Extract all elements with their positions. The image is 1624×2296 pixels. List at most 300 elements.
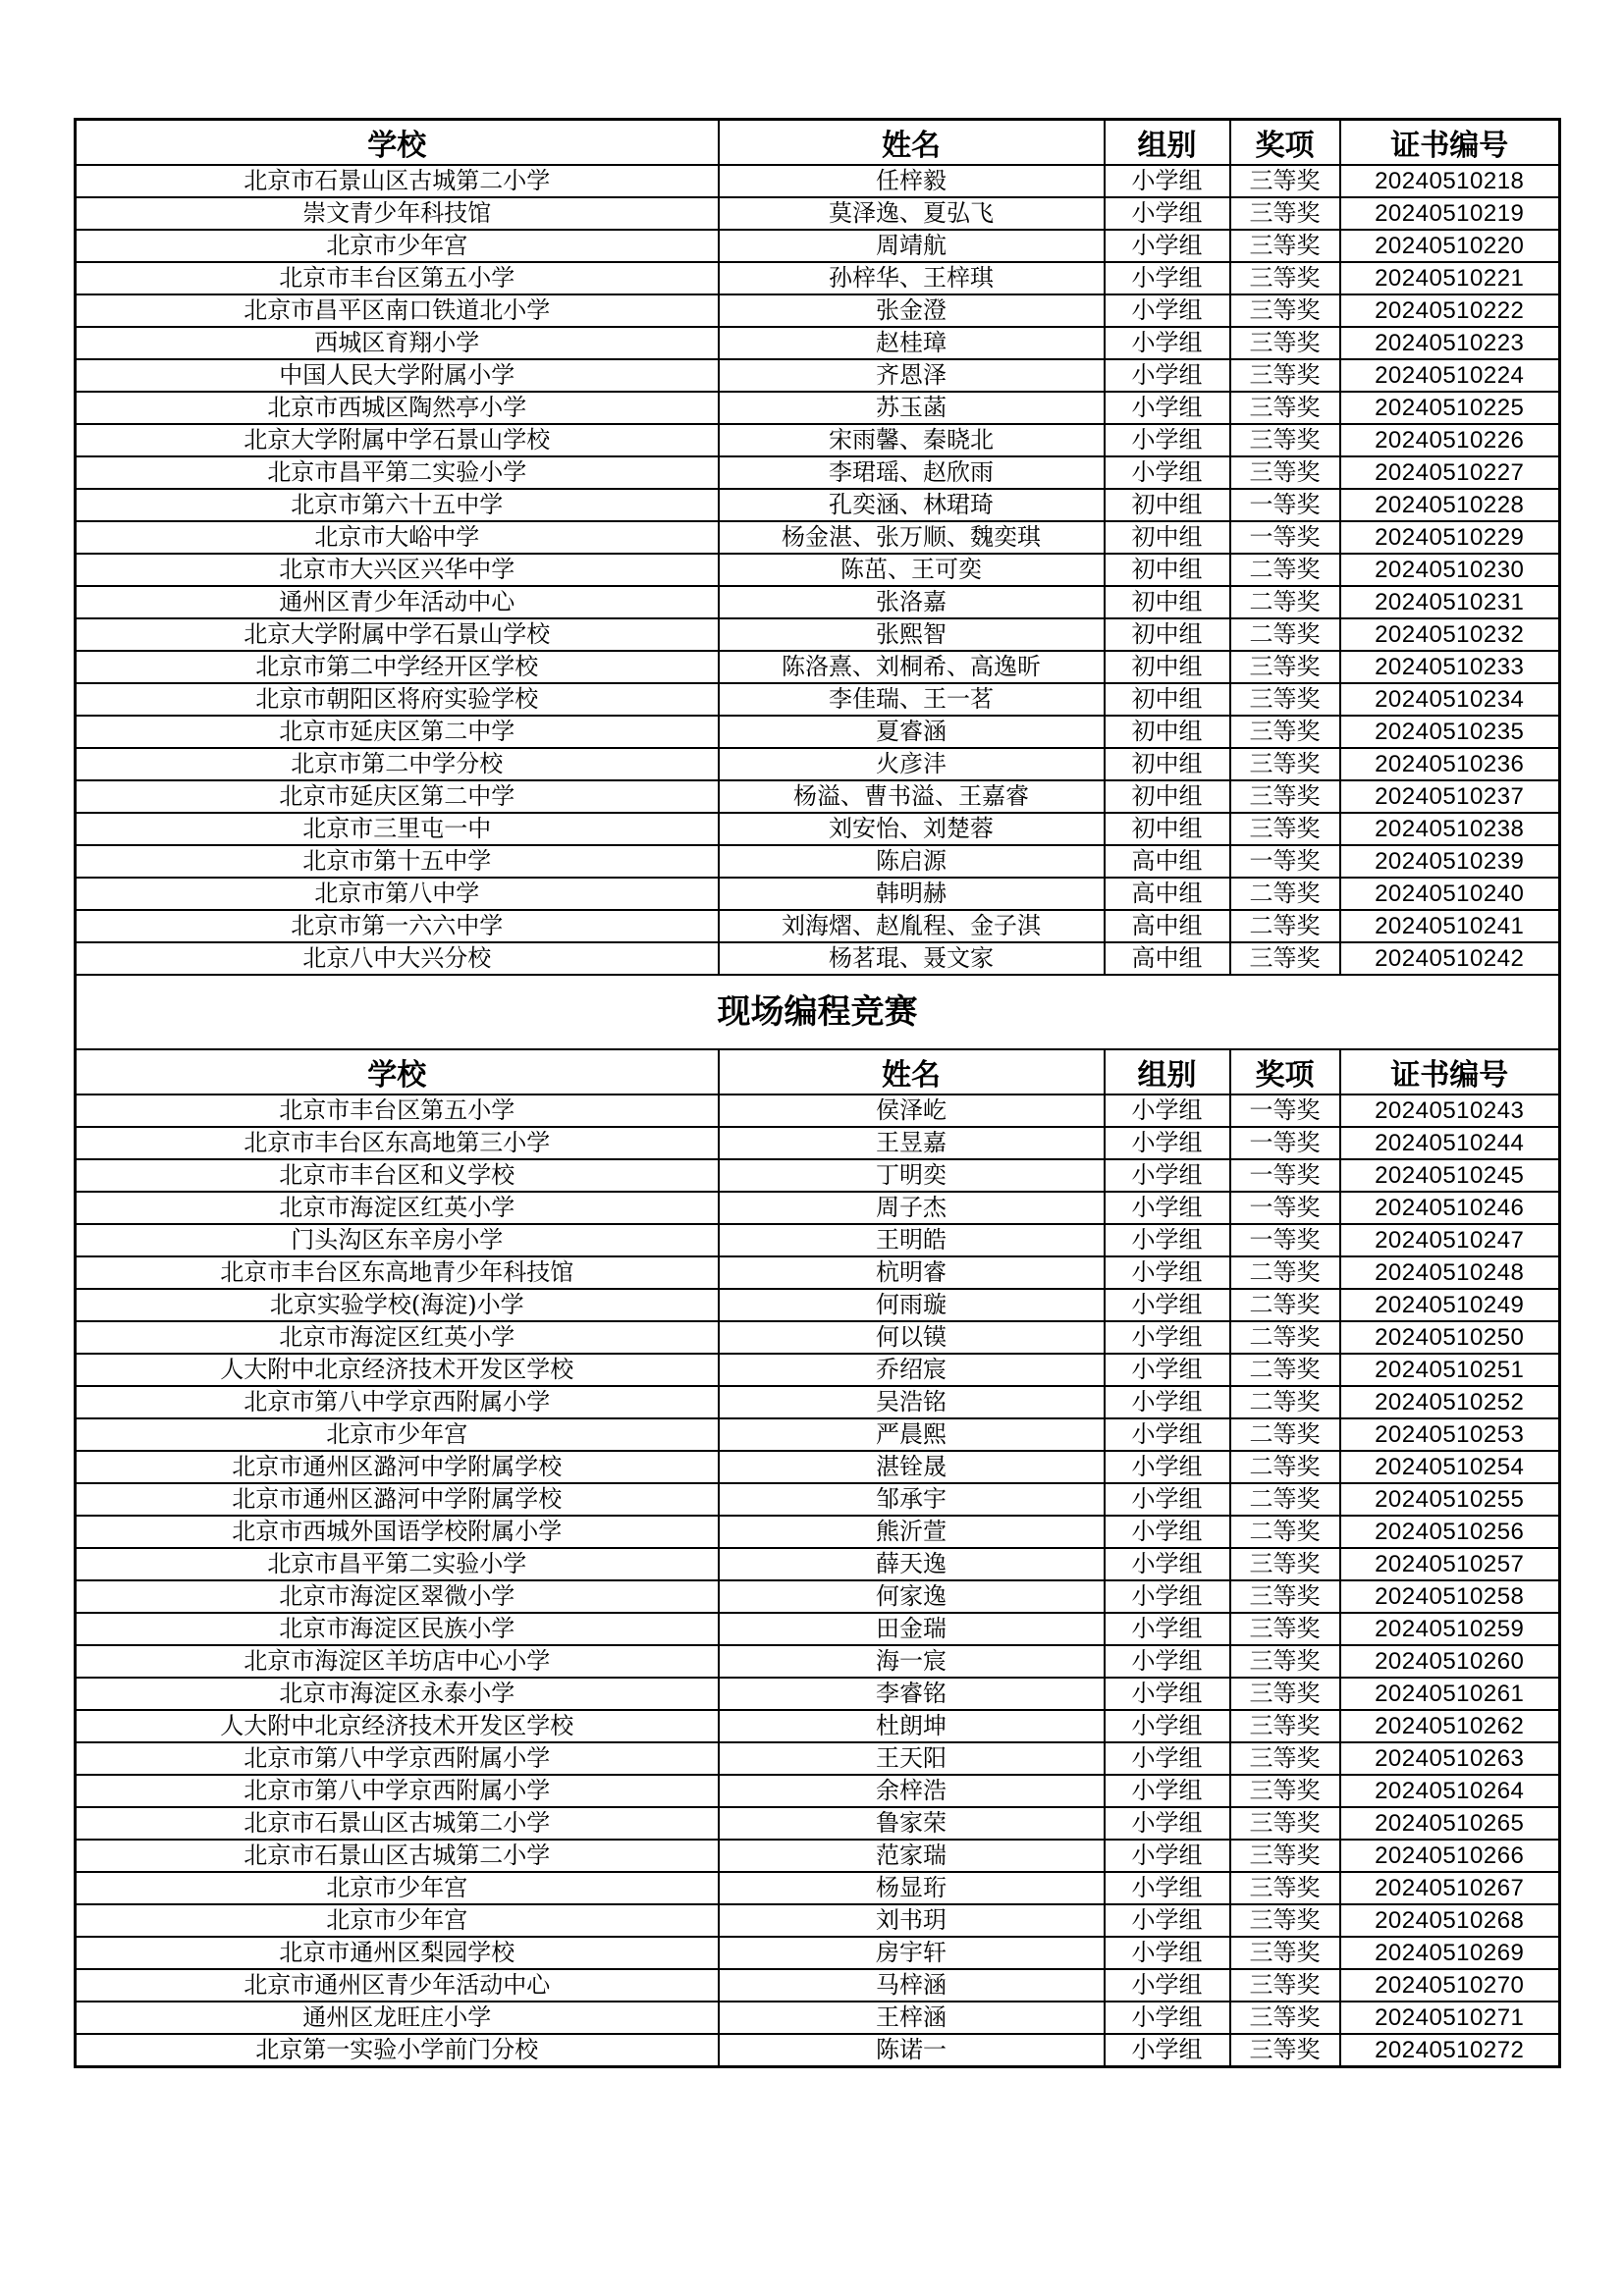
cell-award: 三等奖 <box>1230 1969 1340 2002</box>
cell-award: 三等奖 <box>1230 424 1340 456</box>
cell-school: 北京市昌平第二实验小学 <box>76 1548 719 1580</box>
cell-certificate-number: 20240510244 <box>1340 1127 1560 1159</box>
cell-name: 张熙智 <box>719 618 1105 651</box>
cell-certificate-number: 20240510238 <box>1340 813 1560 845</box>
cell-group: 小学组 <box>1105 1386 1230 1418</box>
cell-name: 王天阳 <box>719 1742 1105 1775</box>
header-group: 组别 <box>1105 120 1230 166</box>
cell-name: 陈启源 <box>719 845 1105 878</box>
cell-name: 陈诺一 <box>719 2034 1105 2067</box>
cell-certificate-number: 20240510222 <box>1340 294 1560 327</box>
header-school: 学校 <box>76 1049 719 1095</box>
cell-award: 一等奖 <box>1230 1095 1340 1127</box>
cell-group: 初中组 <box>1105 586 1230 618</box>
cell-group: 小学组 <box>1105 1775 1230 1807</box>
table-row <box>76 878 1560 910</box>
award-table <box>74 118 1561 2068</box>
cell-certificate-number: 20240510219 <box>1340 197 1560 230</box>
table-row <box>76 942 1560 975</box>
cell-award: 三等奖 <box>1230 813 1340 845</box>
cell-award: 二等奖 <box>1230 554 1340 586</box>
table-row <box>76 1159 1560 1192</box>
cell-certificate-number: 20240510226 <box>1340 424 1560 456</box>
cell-certificate-number: 20240510267 <box>1340 1872 1560 1904</box>
cell-school: 北京市西城外国语学校附属小学 <box>76 1516 719 1548</box>
section-title-row <box>76 975 1560 1049</box>
cell-school: 北京市石景山区古城第二小学 <box>76 1807 719 1840</box>
cell-award: 二等奖 <box>1230 1354 1340 1386</box>
cell-certificate-number: 20240510252 <box>1340 1386 1560 1418</box>
cell-name: 韩明赫 <box>719 878 1105 910</box>
cell-award: 三等奖 <box>1230 1678 1340 1710</box>
cell-school: 北京市丰台区第五小学 <box>76 262 719 294</box>
cell-group: 高中组 <box>1105 878 1230 910</box>
cell-school: 北京市第二中学经开区学校 <box>76 651 719 683</box>
cell-certificate-number: 20240510262 <box>1340 1710 1560 1742</box>
cell-group: 初中组 <box>1105 683 1230 716</box>
cell-name: 乔绍宸 <box>719 1354 1105 1386</box>
cell-school: 北京市大兴区兴华中学 <box>76 554 719 586</box>
cell-award: 一等奖 <box>1230 1159 1340 1192</box>
table-row <box>76 1969 1560 2002</box>
cell-award: 二等奖 <box>1230 1516 1340 1548</box>
cell-certificate-number: 20240510270 <box>1340 1969 1560 2002</box>
cell-school: 北京市第一六六中学 <box>76 910 719 942</box>
cell-certificate-number: 20240510235 <box>1340 716 1560 748</box>
cell-certificate-number: 20240510257 <box>1340 1548 1560 1580</box>
cell-award: 三等奖 <box>1230 780 1340 813</box>
cell-award: 三等奖 <box>1230 392 1340 424</box>
cell-school: 人大附中北京经济技术开发区学校 <box>76 1354 719 1386</box>
cell-name: 陈洛熹、刘桐希、高逸昕 <box>719 651 1105 683</box>
cell-certificate-number: 20240510259 <box>1340 1613 1560 1645</box>
cell-group: 小学组 <box>1105 1872 1230 1904</box>
cell-name: 鲁家荣 <box>719 1807 1105 1840</box>
cell-group: 初中组 <box>1105 813 1230 845</box>
cell-name: 王明皓 <box>719 1224 1105 1256</box>
cell-name: 杨金湛、张万顺、魏奕琪 <box>719 521 1105 554</box>
cell-school: 北京大学附属中学石景山学校 <box>76 618 719 651</box>
cell-school: 北京市丰台区第五小学 <box>76 1095 719 1127</box>
cell-group: 小学组 <box>1105 1937 1230 1969</box>
cell-award: 三等奖 <box>1230 1937 1340 1969</box>
cell-name: 湛铨晟 <box>719 1451 1105 1483</box>
cell-name: 房宇轩 <box>719 1937 1105 1969</box>
cell-certificate-number: 20240510256 <box>1340 1516 1560 1548</box>
cell-group: 小学组 <box>1105 1580 1230 1613</box>
table-row <box>76 1548 1560 1580</box>
cell-name: 夏睿涵 <box>719 716 1105 748</box>
cell-group: 小学组 <box>1105 1904 1230 1937</box>
cell-award: 三等奖 <box>1230 2002 1340 2034</box>
header-name: 姓名 <box>719 1049 1105 1095</box>
table-row <box>76 683 1560 716</box>
cell-certificate-number: 20240510268 <box>1340 1904 1560 1937</box>
cell-award: 三等奖 <box>1230 456 1340 489</box>
cell-school: 北京市第十五中学 <box>76 845 719 878</box>
cell-name: 丁明奕 <box>719 1159 1105 1192</box>
cell-certificate-number: 20240510249 <box>1340 1289 1560 1321</box>
cell-school: 西城区育翔小学 <box>76 327 719 359</box>
cell-certificate-number: 20240510221 <box>1340 262 1560 294</box>
cell-group: 小学组 <box>1105 1613 1230 1645</box>
table-row <box>76 456 1560 489</box>
cell-name: 马梓涵 <box>719 1969 1105 2002</box>
cell-certificate-number: 20240510231 <box>1340 586 1560 618</box>
cell-school: 北京市第二中学分校 <box>76 748 719 780</box>
cell-award: 三等奖 <box>1230 942 1340 975</box>
cell-award: 二等奖 <box>1230 910 1340 942</box>
cell-name: 莫泽逸、夏弘飞 <box>719 197 1105 230</box>
cell-group: 小学组 <box>1105 1548 1230 1580</box>
cell-school: 北京市海淀区红英小学 <box>76 1192 719 1224</box>
cell-certificate-number: 20240510261 <box>1340 1678 1560 1710</box>
cell-certificate-number: 20240510247 <box>1340 1224 1560 1256</box>
cell-award: 三等奖 <box>1230 2034 1340 2067</box>
table-row <box>76 1192 1560 1224</box>
cell-school: 北京市丰台区东高地第三小学 <box>76 1127 719 1159</box>
cell-school: 北京第一实验小学前门分校 <box>76 2034 719 2067</box>
table-row <box>76 1095 1560 1127</box>
table-row <box>76 586 1560 618</box>
cell-school: 人大附中北京经济技术开发区学校 <box>76 1710 719 1742</box>
cell-name: 熊沂萱 <box>719 1516 1105 1548</box>
table-row <box>76 489 1560 521</box>
cell-name: 宋雨馨、秦晓北 <box>719 424 1105 456</box>
cell-name: 范家瑞 <box>719 1840 1105 1872</box>
cell-group: 小学组 <box>1105 230 1230 262</box>
table-row <box>76 262 1560 294</box>
cell-certificate-number: 20240510234 <box>1340 683 1560 716</box>
cell-name: 齐恩泽 <box>719 359 1105 392</box>
table-row <box>76 392 1560 424</box>
cell-group: 小学组 <box>1105 165 1230 197</box>
cell-school: 北京市海淀区红英小学 <box>76 1321 719 1354</box>
table-row <box>76 294 1560 327</box>
cell-award: 一等奖 <box>1230 1127 1340 1159</box>
table-row <box>76 2002 1560 2034</box>
cell-group: 小学组 <box>1105 1451 1230 1483</box>
cell-name: 火彦沣 <box>719 748 1105 780</box>
table-row <box>76 1483 1560 1516</box>
table-row <box>76 780 1560 813</box>
header-award: 奖项 <box>1230 120 1340 166</box>
cell-certificate-number: 20240510272 <box>1340 2034 1560 2067</box>
table-row <box>76 1224 1560 1256</box>
cell-award: 三等奖 <box>1230 165 1340 197</box>
cell-group: 小学组 <box>1105 1127 1230 1159</box>
table-row <box>76 1289 1560 1321</box>
cell-certificate-number: 20240510220 <box>1340 230 1560 262</box>
table-row <box>76 1516 1560 1548</box>
cell-group: 初中组 <box>1105 716 1230 748</box>
cell-group: 小学组 <box>1105 1224 1230 1256</box>
cell-award: 二等奖 <box>1230 1451 1340 1483</box>
cell-award: 一等奖 <box>1230 521 1340 554</box>
cell-certificate-number: 20240510251 <box>1340 1354 1560 1386</box>
table-row <box>76 1321 1560 1354</box>
cell-certificate-number: 20240510248 <box>1340 1256 1560 1289</box>
cell-name: 刘海熠、赵胤程、金子淇 <box>719 910 1105 942</box>
cell-certificate-number: 20240510241 <box>1340 910 1560 942</box>
table-row <box>76 1710 1560 1742</box>
table-row <box>76 651 1560 683</box>
cell-group: 小学组 <box>1105 262 1230 294</box>
table-row <box>76 327 1560 359</box>
cell-award: 二等奖 <box>1230 618 1340 651</box>
table-row <box>76 359 1560 392</box>
cell-group: 小学组 <box>1105 1969 1230 2002</box>
table-row <box>76 230 1560 262</box>
header-group: 组别 <box>1105 1049 1230 1095</box>
cell-group: 小学组 <box>1105 1516 1230 1548</box>
cell-school: 北京市三里屯一中 <box>76 813 719 845</box>
cell-group: 小学组 <box>1105 1710 1230 1742</box>
cell-award: 三等奖 <box>1230 294 1340 327</box>
cell-name: 张洛嘉 <box>719 586 1105 618</box>
cell-group: 小学组 <box>1105 1840 1230 1872</box>
table-row <box>76 1645 1560 1678</box>
cell-school: 北京八中大兴分校 <box>76 942 719 975</box>
cell-name: 李珺瑶、赵欣雨 <box>719 456 1105 489</box>
cell-school: 北京大学附属中学石景山学校 <box>76 424 719 456</box>
cell-name: 严晨熙 <box>719 1418 1105 1451</box>
cell-certificate-number: 20240510255 <box>1340 1483 1560 1516</box>
cell-award: 三等奖 <box>1230 1807 1340 1840</box>
cell-group: 小学组 <box>1105 1807 1230 1840</box>
cell-certificate-number: 20240510246 <box>1340 1192 1560 1224</box>
cell-school: 通州区龙旺庄小学 <box>76 2002 719 2034</box>
cell-name: 王梓涵 <box>719 2002 1105 2034</box>
table-row <box>76 1256 1560 1289</box>
cell-name: 孙梓华、王梓琪 <box>719 262 1105 294</box>
table-row <box>76 1418 1560 1451</box>
cell-group: 小学组 <box>1105 359 1230 392</box>
cell-certificate-number: 20240510232 <box>1340 618 1560 651</box>
cell-name: 杜朗坤 <box>719 1710 1105 1742</box>
cell-school: 北京实验学校(海淀)小学 <box>76 1289 719 1321</box>
cell-group: 小学组 <box>1105 1159 1230 1192</box>
cell-certificate-number: 20240510266 <box>1340 1840 1560 1872</box>
cell-school: 北京市丰台区和义学校 <box>76 1159 719 1192</box>
cell-group: 小学组 <box>1105 1742 1230 1775</box>
cell-group: 小学组 <box>1105 1321 1230 1354</box>
cell-certificate-number: 20240510237 <box>1340 780 1560 813</box>
cell-certificate-number: 20240510223 <box>1340 327 1560 359</box>
cell-award: 三等奖 <box>1230 197 1340 230</box>
cell-award: 二等奖 <box>1230 586 1340 618</box>
cell-group: 小学组 <box>1105 1645 1230 1678</box>
cell-school: 门头沟区东辛房小学 <box>76 1224 719 1256</box>
cell-school: 北京市通州区梨园学校 <box>76 1937 719 1969</box>
header-school: 学校 <box>76 120 719 166</box>
cell-name: 吴浩铭 <box>719 1386 1105 1418</box>
cell-school: 北京市少年宫 <box>76 1872 719 1904</box>
award-table-body <box>76 120 1560 2067</box>
cell-name: 邹承宇 <box>719 1483 1105 1516</box>
cell-school: 北京市海淀区翠微小学 <box>76 1580 719 1613</box>
cell-award: 三等奖 <box>1230 1840 1340 1872</box>
cell-group: 小学组 <box>1105 1256 1230 1289</box>
cell-group: 初中组 <box>1105 521 1230 554</box>
table-row <box>76 1386 1560 1418</box>
cell-group: 高中组 <box>1105 845 1230 878</box>
cell-name: 何以镆 <box>719 1321 1105 1354</box>
cell-group: 小学组 <box>1105 1354 1230 1386</box>
cell-certificate-number: 20240510218 <box>1340 165 1560 197</box>
cell-group: 小学组 <box>1105 392 1230 424</box>
cell-award: 二等奖 <box>1230 1256 1340 1289</box>
cell-certificate-number: 20240510263 <box>1340 1742 1560 1775</box>
cell-school: 北京市海淀区羊坊店中心小学 <box>76 1645 719 1678</box>
cell-award: 三等奖 <box>1230 1645 1340 1678</box>
cell-group: 小学组 <box>1105 327 1230 359</box>
table-row <box>76 1613 1560 1645</box>
cell-name: 薛天逸 <box>719 1548 1105 1580</box>
cell-group: 高中组 <box>1105 942 1230 975</box>
table-row <box>76 748 1560 780</box>
cell-name: 赵桂璋 <box>719 327 1105 359</box>
cell-group: 小学组 <box>1105 2034 1230 2067</box>
cell-certificate-number: 20240510240 <box>1340 878 1560 910</box>
cell-name: 张金澄 <box>719 294 1105 327</box>
section-title: 现场编程竞赛 <box>76 975 1560 1049</box>
cell-name: 王昱嘉 <box>719 1127 1105 1159</box>
cell-award: 三等奖 <box>1230 1580 1340 1613</box>
table-row <box>76 1354 1560 1386</box>
cell-name: 余梓浩 <box>719 1775 1105 1807</box>
cell-school: 北京市昌平第二实验小学 <box>76 456 719 489</box>
cell-name: 周子杰 <box>719 1192 1105 1224</box>
cell-group: 小学组 <box>1105 1418 1230 1451</box>
cell-name: 周靖航 <box>719 230 1105 262</box>
table-row <box>76 1840 1560 1872</box>
cell-certificate-number: 20240510265 <box>1340 1807 1560 1840</box>
cell-school: 北京市少年宫 <box>76 230 719 262</box>
table-row <box>76 554 1560 586</box>
table-row <box>76 1904 1560 1937</box>
cell-school: 北京市延庆区第二中学 <box>76 780 719 813</box>
cell-award: 三等奖 <box>1230 1742 1340 1775</box>
cell-name: 刘安怡、刘楚蓉 <box>719 813 1105 845</box>
cell-award: 二等奖 <box>1230 1321 1340 1354</box>
header-name: 姓名 <box>719 120 1105 166</box>
cell-group: 高中组 <box>1105 910 1230 942</box>
table-row <box>76 618 1560 651</box>
cell-name: 陈茁、王可奕 <box>719 554 1105 586</box>
table-row <box>76 197 1560 230</box>
cell-award: 二等奖 <box>1230 1289 1340 1321</box>
cell-certificate-number: 20240510225 <box>1340 392 1560 424</box>
cell-award: 三等奖 <box>1230 651 1340 683</box>
cell-group: 初中组 <box>1105 554 1230 586</box>
cell-award: 一等奖 <box>1230 1192 1340 1224</box>
cell-certificate-number: 20240510233 <box>1340 651 1560 683</box>
cell-certificate-number: 20240510229 <box>1340 521 1560 554</box>
table-row <box>76 1580 1560 1613</box>
cell-certificate-number: 20240510271 <box>1340 2002 1560 2034</box>
cell-certificate-number: 20240510242 <box>1340 942 1560 975</box>
cell-group: 小学组 <box>1105 424 1230 456</box>
cell-award: 二等奖 <box>1230 878 1340 910</box>
cell-group: 小学组 <box>1105 2002 1230 2034</box>
cell-certificate-number: 20240510230 <box>1340 554 1560 586</box>
award-list-sheet <box>74 118 1558 2068</box>
cell-school: 北京市石景山区古城第二小学 <box>76 165 719 197</box>
cell-name: 李睿铭 <box>719 1678 1105 1710</box>
cell-name: 苏玉菡 <box>719 392 1105 424</box>
table-row <box>76 1678 1560 1710</box>
table-row <box>76 1775 1560 1807</box>
cell-school: 北京市朝阳区将府实验学校 <box>76 683 719 716</box>
table-row <box>76 716 1560 748</box>
cell-award: 三等奖 <box>1230 1710 1340 1742</box>
cell-school: 北京市海淀区永泰小学 <box>76 1678 719 1710</box>
cell-certificate-number: 20240510239 <box>1340 845 1560 878</box>
cell-name: 杭明睿 <box>719 1256 1105 1289</box>
cell-award: 三等奖 <box>1230 327 1340 359</box>
cell-award: 三等奖 <box>1230 262 1340 294</box>
cell-school: 崇文青少年科技馆 <box>76 197 719 230</box>
cell-certificate-number: 20240510260 <box>1340 1645 1560 1678</box>
header-award: 奖项 <box>1230 1049 1340 1095</box>
cell-school: 北京市通州区潞河中学附属学校 <box>76 1451 719 1483</box>
cell-school: 北京市第八中学京西附属小学 <box>76 1775 719 1807</box>
table-row <box>76 845 1560 878</box>
cell-school: 北京市第六十五中学 <box>76 489 719 521</box>
cell-group: 小学组 <box>1105 1289 1230 1321</box>
table-row <box>76 1127 1560 1159</box>
table-row <box>76 1742 1560 1775</box>
cell-certificate-number: 20240510227 <box>1340 456 1560 489</box>
cell-certificate-number: 20240510245 <box>1340 1159 1560 1192</box>
cell-name: 杨显珩 <box>719 1872 1105 1904</box>
cell-group: 小学组 <box>1105 456 1230 489</box>
cell-certificate-number: 20240510258 <box>1340 1580 1560 1613</box>
cell-certificate-number: 20240510243 <box>1340 1095 1560 1127</box>
cell-group: 初中组 <box>1105 618 1230 651</box>
table-row <box>76 424 1560 456</box>
cell-school: 北京市延庆区第二中学 <box>76 716 719 748</box>
cell-certificate-number: 20240510264 <box>1340 1775 1560 1807</box>
cell-school: 北京市第八中学 <box>76 878 719 910</box>
cell-group: 初中组 <box>1105 651 1230 683</box>
cell-school: 通州区青少年活动中心 <box>76 586 719 618</box>
table-row <box>76 910 1560 942</box>
cell-name: 孔奕涵、林珺琦 <box>719 489 1105 521</box>
cell-school: 北京市通州区青少年活动中心 <box>76 1969 719 2002</box>
cell-award: 一等奖 <box>1230 1224 1340 1256</box>
cell-school: 北京市西城区陶然亭小学 <box>76 392 719 424</box>
cell-certificate-number: 20240510269 <box>1340 1937 1560 1969</box>
cell-award: 三等奖 <box>1230 1775 1340 1807</box>
cell-award: 三等奖 <box>1230 1904 1340 1937</box>
cell-award: 三等奖 <box>1230 1872 1340 1904</box>
table-row <box>76 165 1560 197</box>
table-row <box>76 1872 1560 1904</box>
cell-award: 三等奖 <box>1230 230 1340 262</box>
cell-group: 小学组 <box>1105 1678 1230 1710</box>
table-row <box>76 813 1560 845</box>
cell-award: 一等奖 <box>1230 845 1340 878</box>
cell-award: 三等奖 <box>1230 716 1340 748</box>
cell-group: 初中组 <box>1105 748 1230 780</box>
cell-school: 北京市海淀区民族小学 <box>76 1613 719 1645</box>
cell-name: 刘书玥 <box>719 1904 1105 1937</box>
cell-certificate-number: 20240510228 <box>1340 489 1560 521</box>
cell-award: 三等奖 <box>1230 683 1340 716</box>
cell-award: 一等奖 <box>1230 489 1340 521</box>
